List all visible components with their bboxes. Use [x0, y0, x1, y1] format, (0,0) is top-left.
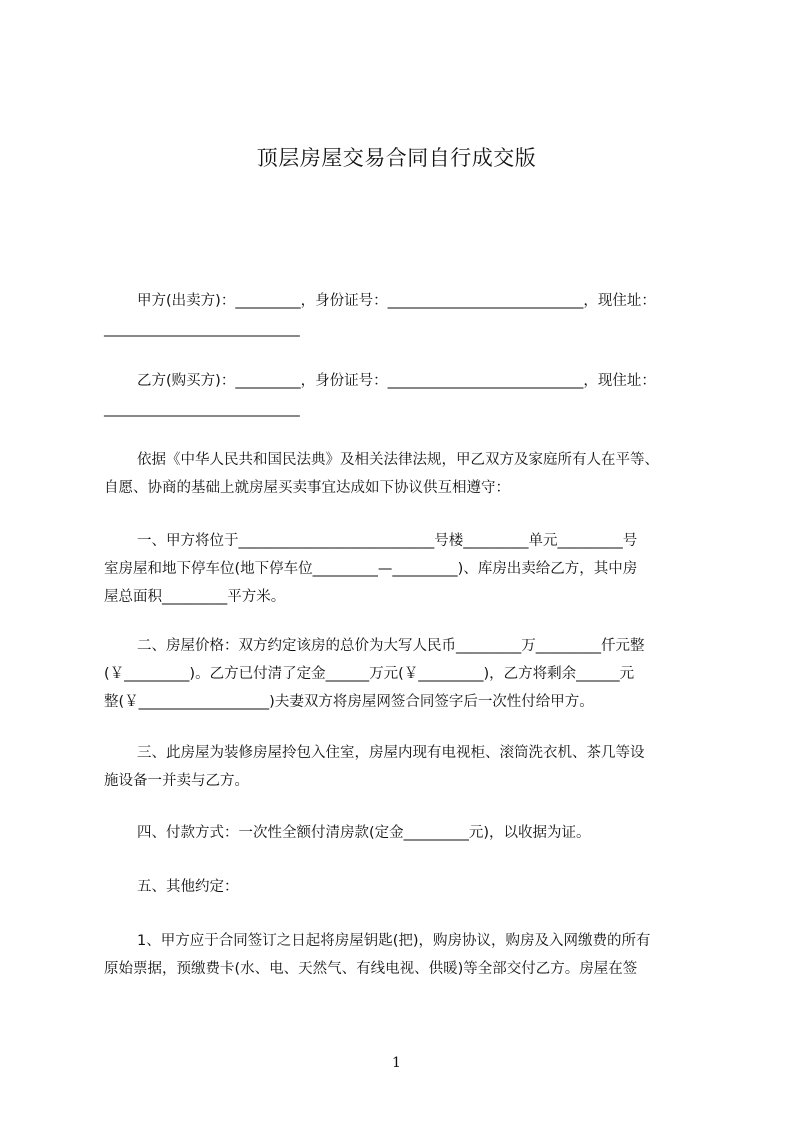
- clause-5-1-line-2: 原始票据，预缴费卡(水、电、天然气、有线电视、供暖)等全部交付乙方。房屋在签: [104, 961, 638, 977]
- clause-3-line-1: 三、此房屋为装修房屋拎包入住室，房屋内现有电视柜、滚筒洗衣机、茶几等设: [137, 745, 645, 761]
- party-b-line-2: ___________________________: [104, 401, 300, 417]
- party-b-block: [104, 367, 708, 423]
- clause-1-paragraph: [104, 527, 708, 611]
- party-b-line-1: 乙方(购买方)：_________，身份证号：___________________________，现住址：: [137, 373, 656, 389]
- clause-1-line-3: 屋总面积_________平方米。: [104, 589, 286, 605]
- clause-2-paragraph: [104, 632, 708, 716]
- clause-1-line-1: 一、甲方将位于___________________________号楼_________单元_________号: [137, 533, 638, 549]
- clause-2-line-1: 二、房屋价格：双方约定该房的总价为大写人民币_________万_________仟元整: [137, 638, 645, 654]
- clause-3-line-2: 施设备一并卖与乙方。: [104, 773, 249, 789]
- preamble-line-1: 依据《中华人民共和国民法典》及相关法律法规，甲乙双方及家庭所有人在平等、: [137, 452, 659, 468]
- clause-5-heading: [104, 873, 708, 901]
- clause-4-paragraph: [104, 819, 708, 847]
- clause-2-line-3: 整(￥__________________)夫妻双方将房屋网签合同签字后一次性付给甲方。: [104, 694, 594, 710]
- clause-5-1-line-1: 1、甲方应于合同签订之日起将房屋钥匙(把)，购房协议，购房及入网缴费的所有: [137, 933, 651, 949]
- preamble-paragraph: [104, 446, 708, 502]
- clause-5-line-1: 五、其他约定：: [137, 879, 239, 895]
- clause-1-line-2: 室房屋和地下停车位(地下停车位_________—_________)、库房出卖给乙方，其中房: [104, 561, 638, 577]
- clause-2-line-2: (￥_________)。乙方已付清了定金______万元(￥_________)，乙方将剩余______元: [104, 666, 635, 682]
- party-a-line-2: ___________________________: [104, 321, 300, 337]
- party-a-block: [104, 287, 708, 343]
- clause-5-1-paragraph: [104, 927, 708, 983]
- page-number: 1: [392, 1055, 401, 1071]
- clause-4-line-1: 四、付款方式：一次性全额付清房款(定金_________元)，以收据为证。: [137, 825, 591, 841]
- party-a-line-1: 甲方(出卖方)：_________，身份证号：___________________________，现住址：: [137, 293, 656, 309]
- preamble-line-2: 自愿、协商的基础上就房屋买卖事宜达成如下协议供互相遵守：: [104, 480, 510, 496]
- clause-3-paragraph: [104, 739, 708, 795]
- document-title: 顶层房屋交易合同自行成交版: [256, 146, 537, 170]
